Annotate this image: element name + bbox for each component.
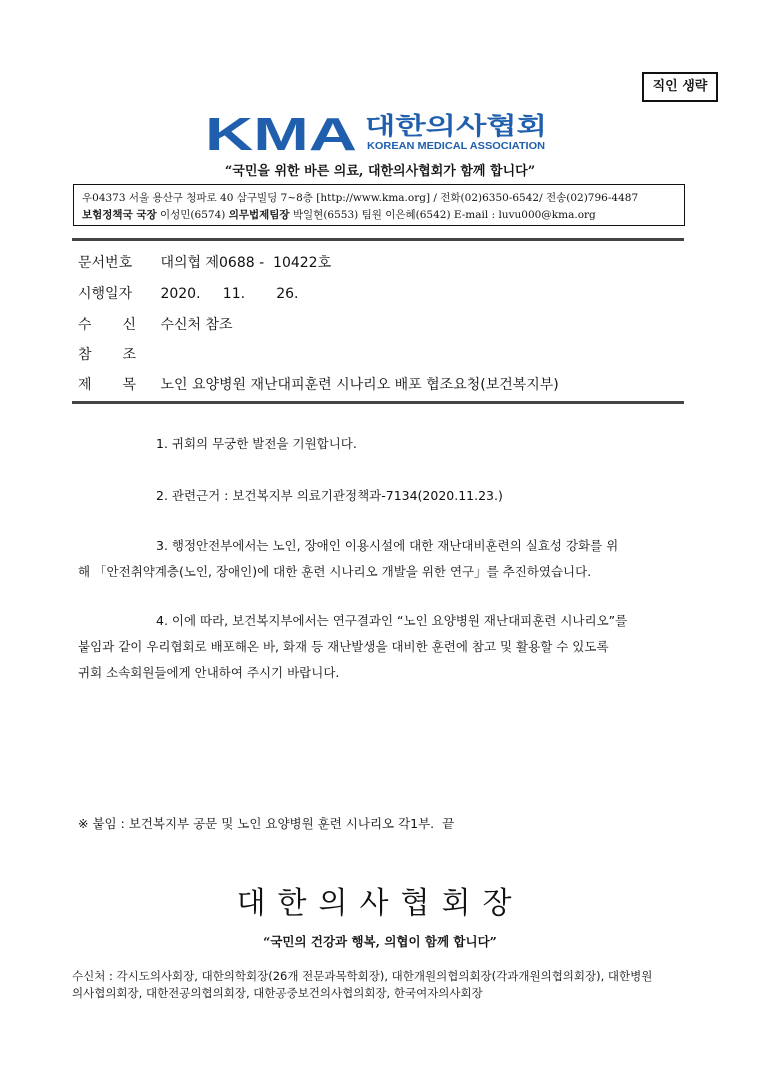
kma-logo: [205, 112, 555, 154]
kma-logo-mark: KMA: [205, 112, 357, 154]
subject-value: 노인 요양병원 재난대피훈련 시나리오 배포 협조요청(보건복지부): [160, 377, 559, 393]
body-paragraph-3-line-2: 해 「안전취약계층(노인, 장애인)에 대한 훈련 시나리오 개발을 위한 연구」를 추진하였습니다.: [78, 564, 592, 579]
body-paragraph-4-line-2: 붙임과 같이 우리협회로 배포해온 바, 화재 등 재난발생을 대비한 훈련에 참고 및 활용할 수 있도록: [78, 639, 609, 654]
body-paragraph-4-line-1: 4. 이에 따라, 보건복지부에서는 연구결과인 “노인 요양병원 재난대피훈련 시나리오”를: [156, 613, 628, 628]
issue-date-value: 2020. 11. 26.: [160, 286, 299, 302]
doc-number-row: [78, 252, 331, 272]
address-line: 우04373 서울 용산구 청파로 40 삼구빌딩 7~8층 [http://www.kma.org] / 전화(02)6350-6542/ 전송(02)796-4487: [82, 192, 639, 204]
doc-number-value: 대의협 제0688 - 10422호: [160, 255, 332, 271]
kma-logo-name-ko: 대한의사협회: [365, 112, 547, 140]
subject-label: 제 목: [78, 377, 136, 393]
recipient-label: 수 신: [78, 317, 136, 333]
body-paragraph-3: [78, 533, 690, 585]
body-paragraph-3-line-1: 3. 행정안전부에서는 노인, 장애인 이용시설에 대한 재난대비훈련의 실효성 강화를 위: [156, 538, 619, 553]
contact-box: [73, 184, 685, 226]
divider-bottom: [72, 401, 684, 404]
kma-logo-name-en: KOREAN MEDICAL ASSOCIATION: [367, 140, 545, 152]
divider-top: [72, 238, 684, 241]
attachment-note: ※ 붙임 : 보건복지부 공문 및 노인 요양병원 훈련 시나리오 각1부. 끝: [78, 816, 455, 831]
reference-row: [78, 344, 156, 364]
body-paragraph-2: 2. 관련근거 : 보건복지부 의료기관정책과-7134(2020.11.23.): [156, 488, 503, 503]
doc-number-label: 문서번호: [78, 255, 133, 271]
person1: 이성민(6574): [160, 209, 226, 221]
subject-row: [78, 374, 559, 394]
body-paragraph-4-line-3: 귀회 소속회원들에게 안내하여 주시기 바랍니다.: [78, 665, 340, 680]
recipient-value: 수신처 참조: [160, 317, 233, 333]
dept1: 보험정책국 국장: [82, 209, 157, 221]
issue-date-label: 시행일자: [78, 286, 133, 302]
reference-label: 참 조: [78, 347, 136, 363]
seal-omitted-stamp: 직인 생략: [642, 72, 718, 102]
person2: 박일현(6553) 팀원 이은혜(6542): [292, 209, 451, 221]
recipients-list: [72, 968, 692, 1002]
dept2: 의무법제팀장: [228, 209, 290, 221]
recipients-line-2: 의사협의회장, 대한전공의협의회장, 대한공중보건의사협의회장, 한국여자의사회장: [72, 986, 483, 1000]
body-paragraph-1: 1. 귀회의 무궁한 발전을 기원합니다.: [156, 436, 357, 451]
recipient-row: [78, 314, 233, 334]
footer-slogan: “국민의 건강과 행복, 의협이 함께 합니다”: [263, 934, 497, 949]
recipients-line-1: 수신처 : 각시도의사회장, 대한의학회장(26개 전문과목학회장), 대한개원의협의회장(각과개원의협의회장), 대한병원: [72, 969, 653, 983]
issue-date-row: [78, 283, 298, 303]
header-slogan: “국민을 위한 바른 의료, 대한의사협회가 함께 합니다”: [224, 164, 536, 179]
email[interactable]: E-mail : luvu000@kma.org: [453, 209, 596, 221]
sender-signature: 대한의사협회장: [236, 886, 524, 921]
contact-line: [82, 207, 596, 222]
body-paragraph-4: [78, 608, 690, 686]
